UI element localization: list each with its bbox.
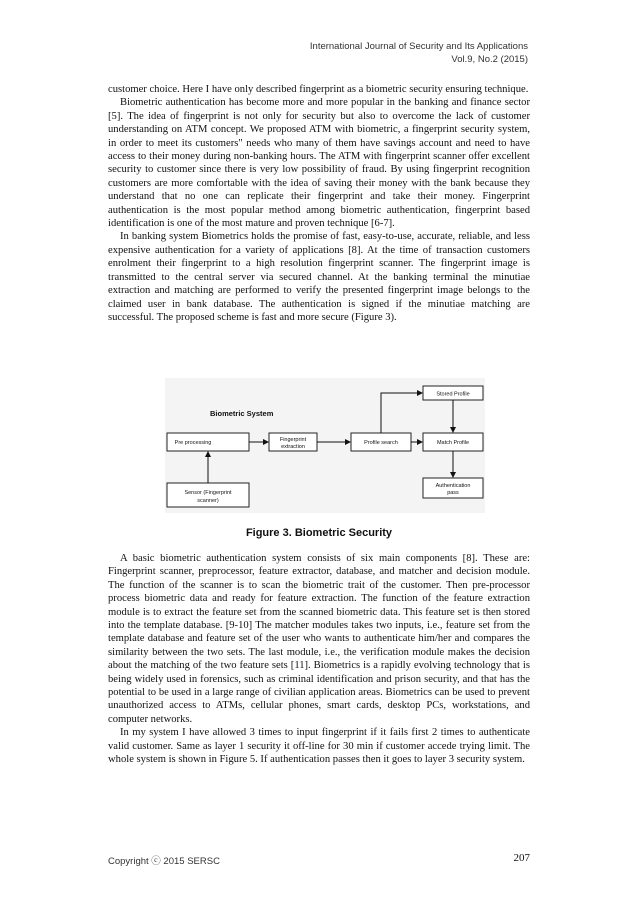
stored-profile-label: Stored Profile [436,391,470,398]
authentication-pass-label-1: Authentication [435,483,471,489]
copyright: Copyright ⓒ 2015 SERSC [108,856,220,867]
figure-title: Biometric System [210,409,274,418]
figure-caption: Figure 3. Biometric Security [245,527,393,539]
journal-name: International Journal of Security and Its Applications [309,41,528,52]
paragraph: In banking system Biometrics holds the promise of fast, easy-to-use, accurate, reliable, and less expensive authentication for a variety of applications [8]. At the time of transaction customers enrolment their fingerprint to a high resolution fingerprint scanner. The fingerprint image is transmitted to the central server via secured channel. At the banking terminal the minutiae extraction and matching are performed to verify the presented fingerprint image belongs to the claimed user in bank database. The authentication is signed if the minutiae matching are successful. The proposed scheme is fast and more secure (Figure 3). [108,231,530,323]
paragraph: customer choice. Here I have only described fingerprint as a biometric security ensuring technique. [108,84,529,95]
page-number: 207 [513,852,530,864]
paragraph: Biometric authentication has become more and more popular in the banking and finance sector [5]. The idea of fingerprint is not only for security but also to overcome the lack of customer understanding on ATM concept. We proposed ATM with biometric, a fingerprint security system, in order to meet its customers" needs who many of them have savings account and need to have access to their money during non-banking hours. The ATM with fingerprint scanner offer excellent security to customer since there is very low possibility of fraud. By using fingerprint recognition customers are more comfortable with the idea of saving their money with the bank because they understand that no one can replicate their fingerprint and take their money. Fingerprint authentication is the most popular method among biometric authentication, fingerprint based identification is one of the most mature and proven technique [6-7]. [108,97,530,230]
running-header [310,40,528,66]
profile-search-label: Profile search [364,440,398,446]
paragraph: In my system I have allowed 3 times to input fingerprint if it fails first 2 times to authenticate valid customer. Same as layer 1 security it off-line for 30 min if customer accede trying limit. The whole system is shown in Figure 5. If authentication passes then it goes to layer 3 security system. [108,727,530,766]
authentication-pass-label-2: pass [447,490,459,496]
pre-processing-label: Pre processing [174,440,212,446]
sensor-label-1: Sensor (Fingerprint [184,490,232,496]
body-text-top [108,83,530,324]
body-text-bottom [108,552,530,767]
biometric-system-figure [165,378,485,513]
fingerprint-extraction-label-1: Fingerprint [279,437,307,443]
paragraph: A basic biometric authentication system consists of six main components [8]. These are: Fingerprint scanner, preprocessor, feature extractor, database, and matcher and decision module. The function of the scanner is to scan the biometric trait of the customer. Then pre-processor process biometric data and ready for feature extraction. The function of the feature extraction module is to extract the feature set from the scanned biometric data. This feature set is then stored into the template database. [9-10] The matcher modules takes two inputs, i.e., feature set from the template database and feature set of the user who wants to authenticate him/her and compares the similarity between the two sets. The last module, i.e., the verification module makes the decision about the matching of the two feature sets [11]. Biometrics is a rapidly evolving technology that is being widely used in forensics, such as criminal identification and prison security, and that has the potential to be used in a large range of civilian application areas. Biometrics can be used to prevent unauthorized access to ATMs, cellular phones, smart cards, desktop PCs, workstations, and computer networks. [108,553,530,725]
journal-volume: Vol.9, No.2 (2015) [451,54,528,65]
fingerprint-extraction-label-2: extraction [281,444,305,450]
match-profile-label: Match Profile [436,440,470,446]
sensor-label-2: scanner) [197,498,219,504]
